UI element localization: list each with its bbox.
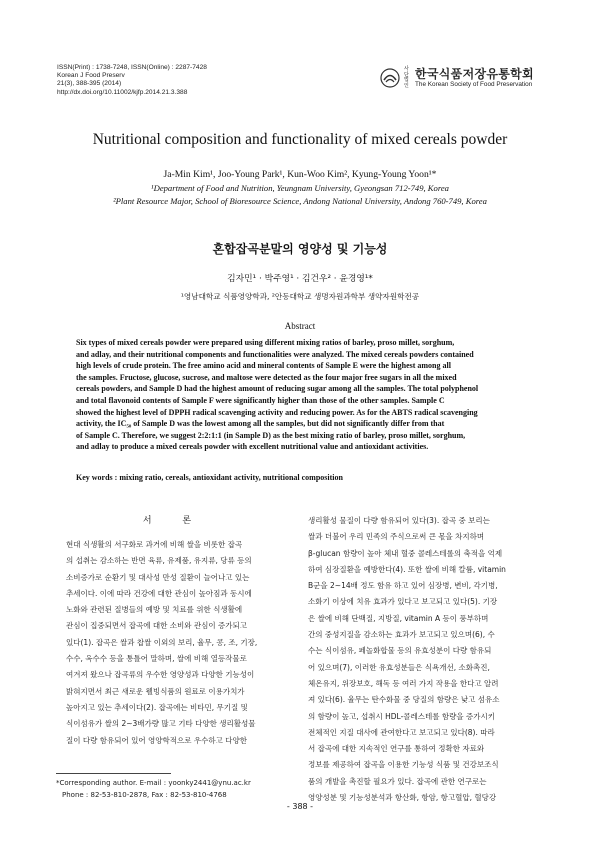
body-line: 식이섬유가 쌀의 2~3배가량 많고 기타 다양한 생리활성물 xyxy=(66,719,256,729)
body-line: 여겨져 왔으나 잡곡류의 우수한 영양성과 다양한 기능성이 xyxy=(66,670,255,680)
abstract-body xyxy=(76,337,531,453)
corresponding-author-email: *Corresponding author. E-mail : yoonky2441@ynu.ac.kr xyxy=(56,779,251,787)
paper-title: Nutritional composition and functionality of mixed cereals powder xyxy=(92,131,508,148)
abstract-line: and total flavonoid contents of Sample F were significantly higher than those of the other samples. Sample C xyxy=(76,395,445,405)
footnote xyxy=(56,777,251,801)
body-line: 전체적인 지질 대사에 관여한다고 보고되고 있다(8). 따라 xyxy=(308,727,495,737)
body-line: 영양성분 및 기능성분석과 항산화, 항암, 항고혈압, 혈당강 xyxy=(308,793,497,803)
abstract-line: cereals powders, and Sample D had the highest amount of reducing sugar among all the samples. The total polyphenol xyxy=(76,384,479,394)
body-line: 질이 다량 함유되어 있어 영양학적으로 우수하고 다양한 xyxy=(66,735,247,745)
abstract-line: and adlay, and their nutritional components and functionalities were analyzed. The mixed cereals powders contained xyxy=(76,349,474,359)
doi-link[interactable]: http://dx.doi.org/10.11002/kjfp.2014.21.3.388 xyxy=(57,88,188,96)
body-line: 하여 심장질환을 예방한다(4). 또한 쌀에 비해 칼륨, vitamin xyxy=(308,564,506,574)
body-line: 밝혀지면서 최근 새로운 웰빙식품의 원료로 이용가치가 xyxy=(66,686,245,696)
abstract-line: showed the highest level of DPPH radical scavenging activity and reducing power. As for the ABTS radical scavenging xyxy=(76,407,478,417)
body-line: β-glucan 함량이 높아 체내 혈중 콜레스테롤의 축적을 억제 xyxy=(308,548,503,558)
right-column-text xyxy=(308,513,544,806)
body-line: 추세이다. 이에 따라 건강에 대한 관심이 높아짐과 동시에 xyxy=(66,588,252,598)
journal-metadata xyxy=(57,64,207,97)
volume: 21(3), 388-395 (2014) xyxy=(57,80,122,88)
section-heading-introduction: 서 론 xyxy=(142,516,206,526)
body-line: 수수, 옥수수 등을 통틀어 말하며, 쌀에 비해 열등작물로 xyxy=(66,654,247,664)
korean-affiliations: ¹영남대학교 식품영양학과, ²안동대학교 생명자원과학부 생약자원학전공 xyxy=(180,292,420,301)
affiliation-1: ¹Department of Food and Nutrition, Yeungnam University, Gyeongsan 712-749, Korea xyxy=(151,183,449,193)
abstract-heading: Abstract xyxy=(284,321,316,331)
keywords: Key words : mixing ratio, cereals, antioxidant activity, nutritional composition xyxy=(76,473,343,482)
body-line: 수는 식이섬유, 페놀화합물 등의 유효성분이 다량 함유되 xyxy=(308,646,492,656)
body-line: 쌀과 더불어 우리 민족의 주식으로써 큰 몫을 차지하며 xyxy=(308,532,485,542)
body-line: 생리활성 물질이 다량 함유되어 있다(3). 잡곡 중 보리는 xyxy=(308,516,490,525)
abstract-line: the samples. Fructose, glucose, sucrose, and maltose were detected as the four major free sugars in all the mixed xyxy=(76,372,457,382)
page-number: - 388 - xyxy=(286,802,314,811)
body-line: 소비증가로 순환기 및 대사성 만성 질환이 늘어나고 있는 xyxy=(66,572,250,582)
society-emblem-icon xyxy=(380,68,400,88)
body-line: 높아지고 있는 추세이다(2). 잡곡에는 비타민, 무기질 및 xyxy=(66,702,248,712)
left-column-text xyxy=(56,537,292,749)
author-list: Ja-Min Kim¹, Joo-Young Park¹, Kun-Woo Kim², Kyung-Young Yoon¹* xyxy=(163,169,437,180)
society-logo xyxy=(380,67,534,89)
journal-name: Korean J Food Preserv xyxy=(57,72,125,80)
abstract-line: and adlay to produce a mixed cereals powder with excellent nutritional value and antioxidant activities. xyxy=(76,442,429,452)
korean-author-list: 김자민¹ · 박주영¹ · 김건우² · 윤경영¹* xyxy=(227,274,373,284)
body-line: 의 함량이 높고, 섭취시 HDL-콜레스테롤 함량을 증가시키 xyxy=(308,711,495,721)
body-line: B군을 2~14배 정도 함유 하고 있어 심장병, 변비, 각기병, xyxy=(308,581,498,591)
body-line: 의 섭취는 감소하는 반면 육류, 유제품, 유지류, 당류 등의 xyxy=(66,556,252,566)
korean-title: 혼합잡곡분말의 영양성 및 기능성 xyxy=(212,242,388,256)
abstract-line: of Sample C. Therefore, we suggest 2:2:1:1 (in Sample D) as the best mixing ratio of barley, proso millet, sorghum, xyxy=(76,430,466,440)
footnote-divider xyxy=(56,773,171,774)
body-line: 노화와 관련된 질병들의 예방 및 치료를 위한 식생활에 xyxy=(66,605,243,615)
body-line: 서 잡곡에 대한 지속적인 연구를 통하여 정확한 자료와 xyxy=(308,744,485,754)
society-name-en: The Korean Society of Food Preservation xyxy=(415,80,533,88)
abstract-line: activity, the IC₅₀ of Sample D was the lowest among all the samples, but did not significantly differ from that xyxy=(76,419,445,429)
body-line: 있다(1). 잡곡은 쌀과 찹쌀 이외의 보리, 율무, 콩, 조, 기장, xyxy=(66,637,258,647)
society-name-kr: 한국식품저장유통학회 xyxy=(415,66,534,81)
body-line: 체온유지, 위장보호, 해독 등 여러 가지 작용을 한다고 알려 xyxy=(308,678,499,688)
abstract-line: Six types of mixed cereals powder were prepared using different mixing ratios of barley, proso millet, sorghum, xyxy=(76,338,455,347)
body-line: 현대 식생활의 서구화로 과거에 비해 쌀을 비롯한 잡곡 xyxy=(66,540,243,549)
body-line: 간의 중성지질을 감소하는 효과가 보고되고 있으며(6), 수 xyxy=(308,630,495,640)
issn: ISSN(Print) : 1738-7248, ISSN(Online) : 2287-7428 xyxy=(57,64,207,71)
body-line: 정보를 제공하여 잡곡을 이용한 기능성 식품 및 건강보조식 xyxy=(308,760,499,770)
body-line: 관심이 집중되면서 잡곡에 대한 소비와 관심이 증가되고 xyxy=(66,621,247,631)
body-line: 은 쌀에 비해 단백질, 지방질, vitamin A 등이 풍부하며 xyxy=(308,613,489,623)
abstract-line: high levels of crude protein. The free amino acid and mineral contents of Sample E were the highest among all xyxy=(76,361,451,371)
body-line: 품의 개발을 촉진할 필요가 있다. 잡곡에 관한 연구로는 xyxy=(308,776,487,786)
affiliation-2: ²Plant Resource Major, School of Bioresource Science, Andong National University, Andong 760-749, Korea xyxy=(113,196,487,206)
body-line: 소화기 이상에 치유 효과가 있다고 보고되고 있다(5). 기장 xyxy=(308,597,498,607)
society-small-label: 사단 법인 xyxy=(404,66,409,89)
body-line: 져 있다(6). 율무는 탄수화물 중 당질의 함량은 낮고 섬유소 xyxy=(308,695,500,705)
body-line: 어 있으며(7), 이러한 유효성분들은 식욕개선, 소화촉진, xyxy=(308,662,490,672)
corresponding-author-phone: Phone : 82-53-810-2878, Fax : 82-53-810-4768 xyxy=(62,791,227,799)
